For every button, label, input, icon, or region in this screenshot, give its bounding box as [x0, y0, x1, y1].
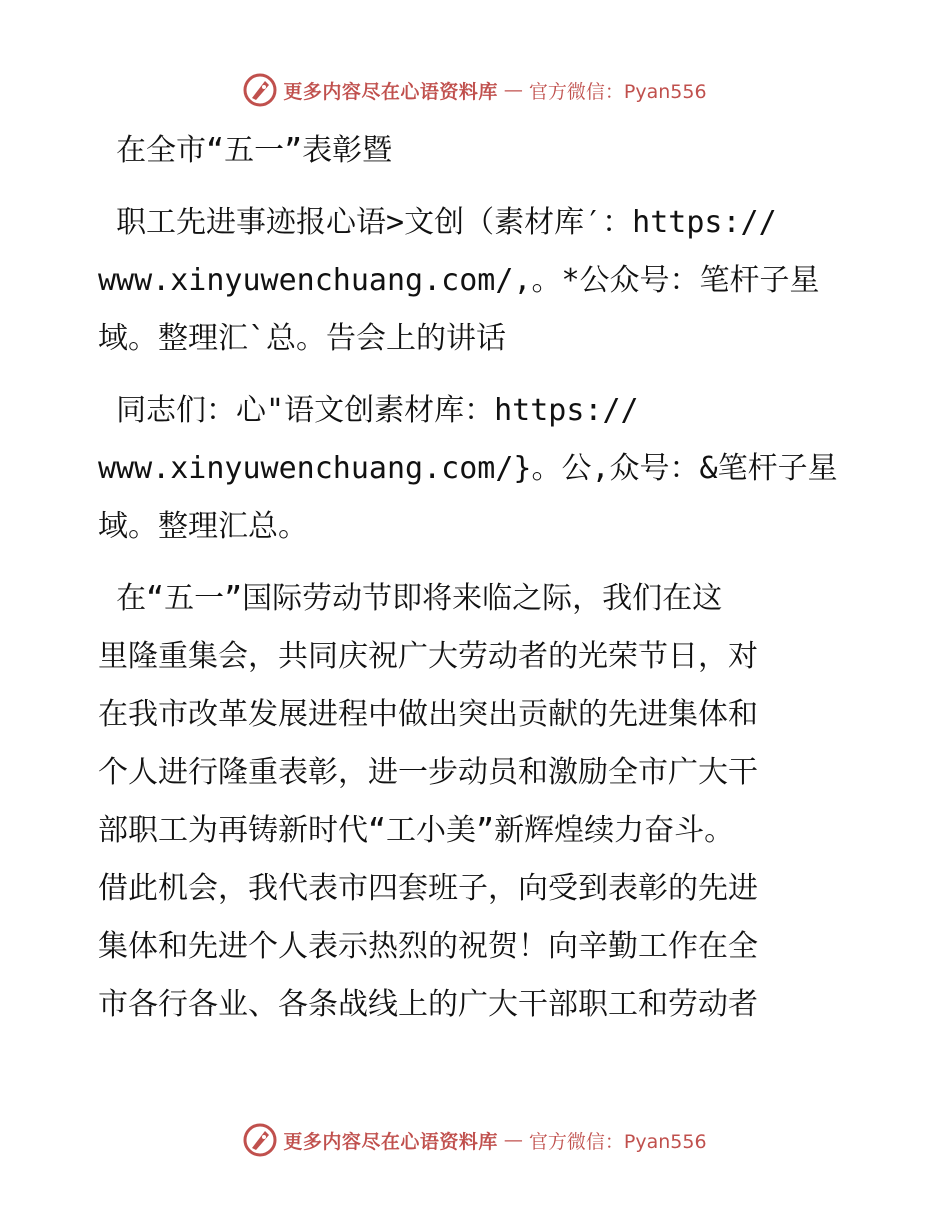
document-title-line2: 职工先进事迹报心语>文创（素材库′：https:// www.xinyuwenchuang.com/,。*公众号：笔杆子星 域。整理汇`总。告会上的讲话 — [98, 205, 820, 356]
body-paragraph-1: 在“五一”国际劳动节即将来临之际，我们在这 里隆重集会，共同庆祝广大劳动者的光荣节日，对 在我市改革发展进程中做出突出贡献的先进集体和 个人进行隆重表彰，进一步动员和激励全市广大干 部职工为再铸新时代“工小美”新辉煌续力奋斗。 借此机会，我代表市四套班子，向受到表彰的先进 集体和先进个人表示热烈的祝贺！向辛勤工作在全 市各行各业、各条战线上的广大干部职工和劳动者 — [98, 581, 758, 1022]
banner-text: 更多内容尽在心语资料库 — [283, 80, 498, 103]
pen-nib-logo-icon — [243, 73, 277, 107]
banner-separator: — — [503, 79, 523, 101]
document-body — [98, 122, 858, 1034]
banner-wechat: 官方微信：Pyan556 — [528, 80, 707, 103]
banner-text: 更多内容尽在心语资料库 — [283, 1130, 498, 1153]
footer-banner — [0, 1120, 950, 1160]
document-title-line1: 在全市“五一”表彰暨 — [98, 133, 393, 168]
banner-wechat: 官方微信：Pyan556 — [528, 1130, 707, 1153]
greeting-paragraph: 同志们：心"语文创素材库：https:// www.xinyuwenchuang.com/}。公,众号：&笔杆子星 域。整理汇总。 — [98, 393, 838, 544]
pen-nib-logo-icon — [243, 1123, 277, 1157]
header-banner — [0, 70, 950, 110]
banner-separator: — — [503, 1129, 523, 1151]
